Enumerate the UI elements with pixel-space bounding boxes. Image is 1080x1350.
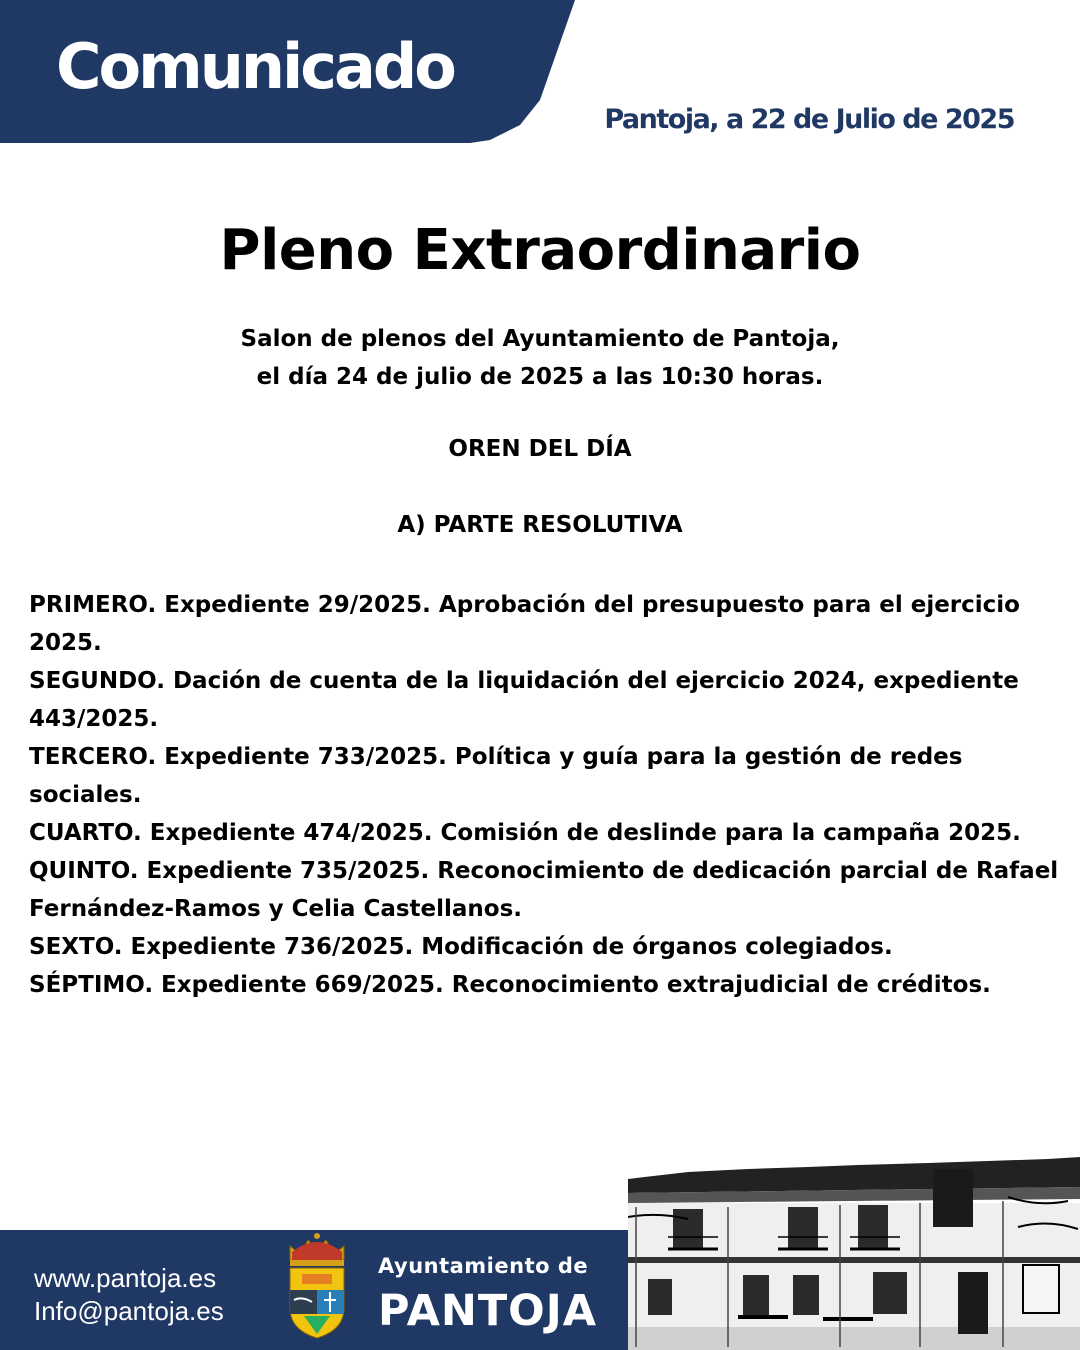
org-name: PANTOJA: [378, 1286, 597, 1336]
venue-line-2: el día 24 de julio de 2025 a las 10:30 horas.: [256, 364, 824, 390]
agenda-list: [29, 586, 1069, 1004]
venue-info: [0, 320, 1080, 396]
agenda-item: SÉPTIMO. Expediente 669/2025. Reconocimiento extrajudicial de créditos.: [29, 972, 991, 998]
agenda-item: SEGUNDO. Dación de cuenta de la liquidación del ejercicio 2024, expediente 443/2025.: [29, 668, 1019, 732]
agenda-item: QUINTO. Expediente 735/2025. Reconocimiento de dedicación parcial de Rafael Fernández-Ramos y Celia Castellanos.: [29, 858, 1059, 922]
venue-line-1: Salon de plenos del Ayuntamiento de Pantoja,: [240, 326, 840, 352]
org-label: Ayuntamiento de: [378, 1254, 589, 1278]
agenda-item: CUARTO. Expediente 474/2025. Comisión de deslinde para la campaña 2025.: [29, 820, 1021, 846]
banner-title: Comunicado: [56, 30, 454, 103]
agenda-item: TERCERO. Expediente 733/2025. Política y guía para la gestión de redes sociales.: [29, 744, 963, 808]
footer-bar: [0, 1230, 628, 1350]
agenda-item: SEXTO. Expediente 736/2025. Modificación de órganos colegiados.: [29, 934, 893, 960]
email-link[interactable]: Info@pantoja.es: [34, 1296, 224, 1326]
order-of-day-heading: OREN DEL DÍA: [448, 436, 632, 462]
contact-info: [34, 1262, 224, 1328]
page-title: Pleno Extraordinario: [219, 218, 861, 283]
coat-of-arms-icon: [282, 1230, 352, 1350]
section-heading: A) PARTE RESOLUTIVA: [397, 512, 683, 538]
website-link[interactable]: www.pantoja.es: [34, 1263, 217, 1293]
town-hall-sketch-image: [628, 1157, 1080, 1350]
communique-date: Pantoja, a 22 de Julio de 2025: [604, 104, 1014, 135]
agenda-item: PRIMERO. Expediente 29/2025. Aprobación del presupuesto para el ejercicio 2025.: [29, 592, 1020, 656]
